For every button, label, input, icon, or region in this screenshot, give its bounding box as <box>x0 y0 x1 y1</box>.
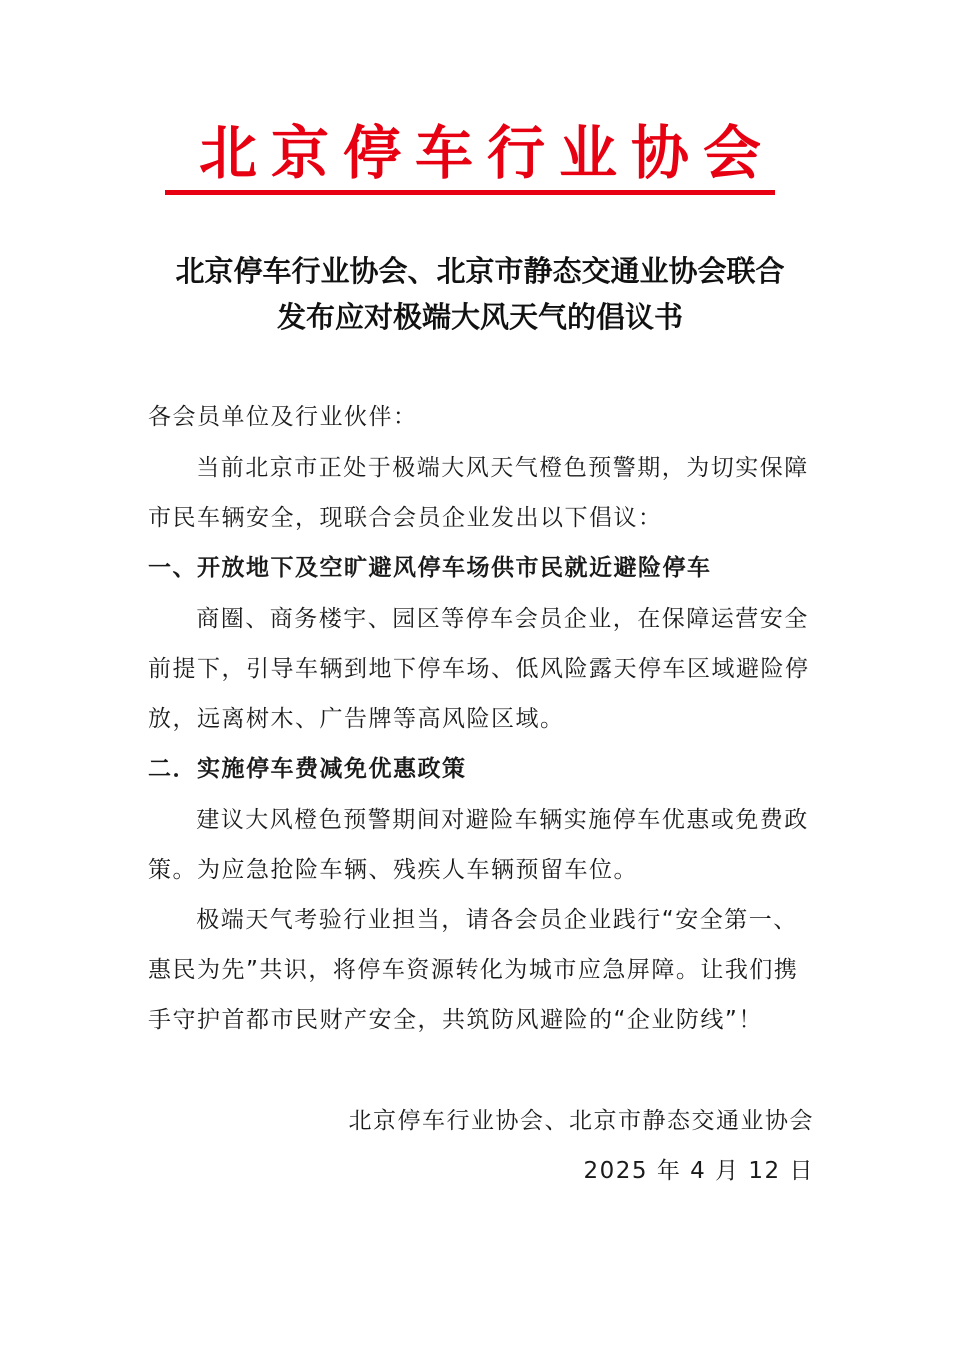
section-2-heading: 二．实施停车费减免优惠政策 <box>148 756 467 782</box>
signature-organizations: 北京停车行业协会、北京市静态交通业协会 <box>348 1108 814 1134</box>
closing-paragraph: 极端天气考验行业担当，请各会员企业践行“安全第一、惠民为先”共识，将停车资源转化为城市应急屏障。让我们携手守护首都市民财产安全，共筑防风避险的“企业防线”！ <box>148 907 799 1033</box>
salutation: 各会员单位及行业伙伴： <box>148 404 418 430</box>
section-1-heading: 一、开放地下及空旷避风停车场供市民就近避险停车 <box>148 555 712 581</box>
signature-date: 2025 年 4 月 12 日 <box>583 1158 814 1184</box>
intro-paragraph: 当前北京市正处于极端大风天气橙色预警期，为切实保障市民车辆安全，现联合会员企业发出以下倡议： <box>148 455 809 531</box>
document-title-line-2: 发布应对极端大风天气的倡议书 <box>276 300 683 334</box>
section-1-paragraph: 商圈、商务楼宇、园区等停车会员企业，在保障运营安全前提下，引导车辆到地下停车场、低风险露天停车区域避险停放，远离树木、广告牌等高风险区域。 <box>148 606 810 732</box>
document-title-line-1: 北京停车行业协会、北京市静态交通业协会联合 <box>175 254 785 288</box>
letterhead-red-rule <box>165 190 775 195</box>
signature-block <box>349 1096 815 1196</box>
document-title <box>120 248 840 340</box>
letterhead-title: 北京停车行业协会 <box>198 119 775 187</box>
section-2-paragraph: 建议大风橙色预警期间对避险车辆实施停车优惠或免费政策。为应急抢险车辆、残疾人车辆预留车位。 <box>148 807 809 883</box>
